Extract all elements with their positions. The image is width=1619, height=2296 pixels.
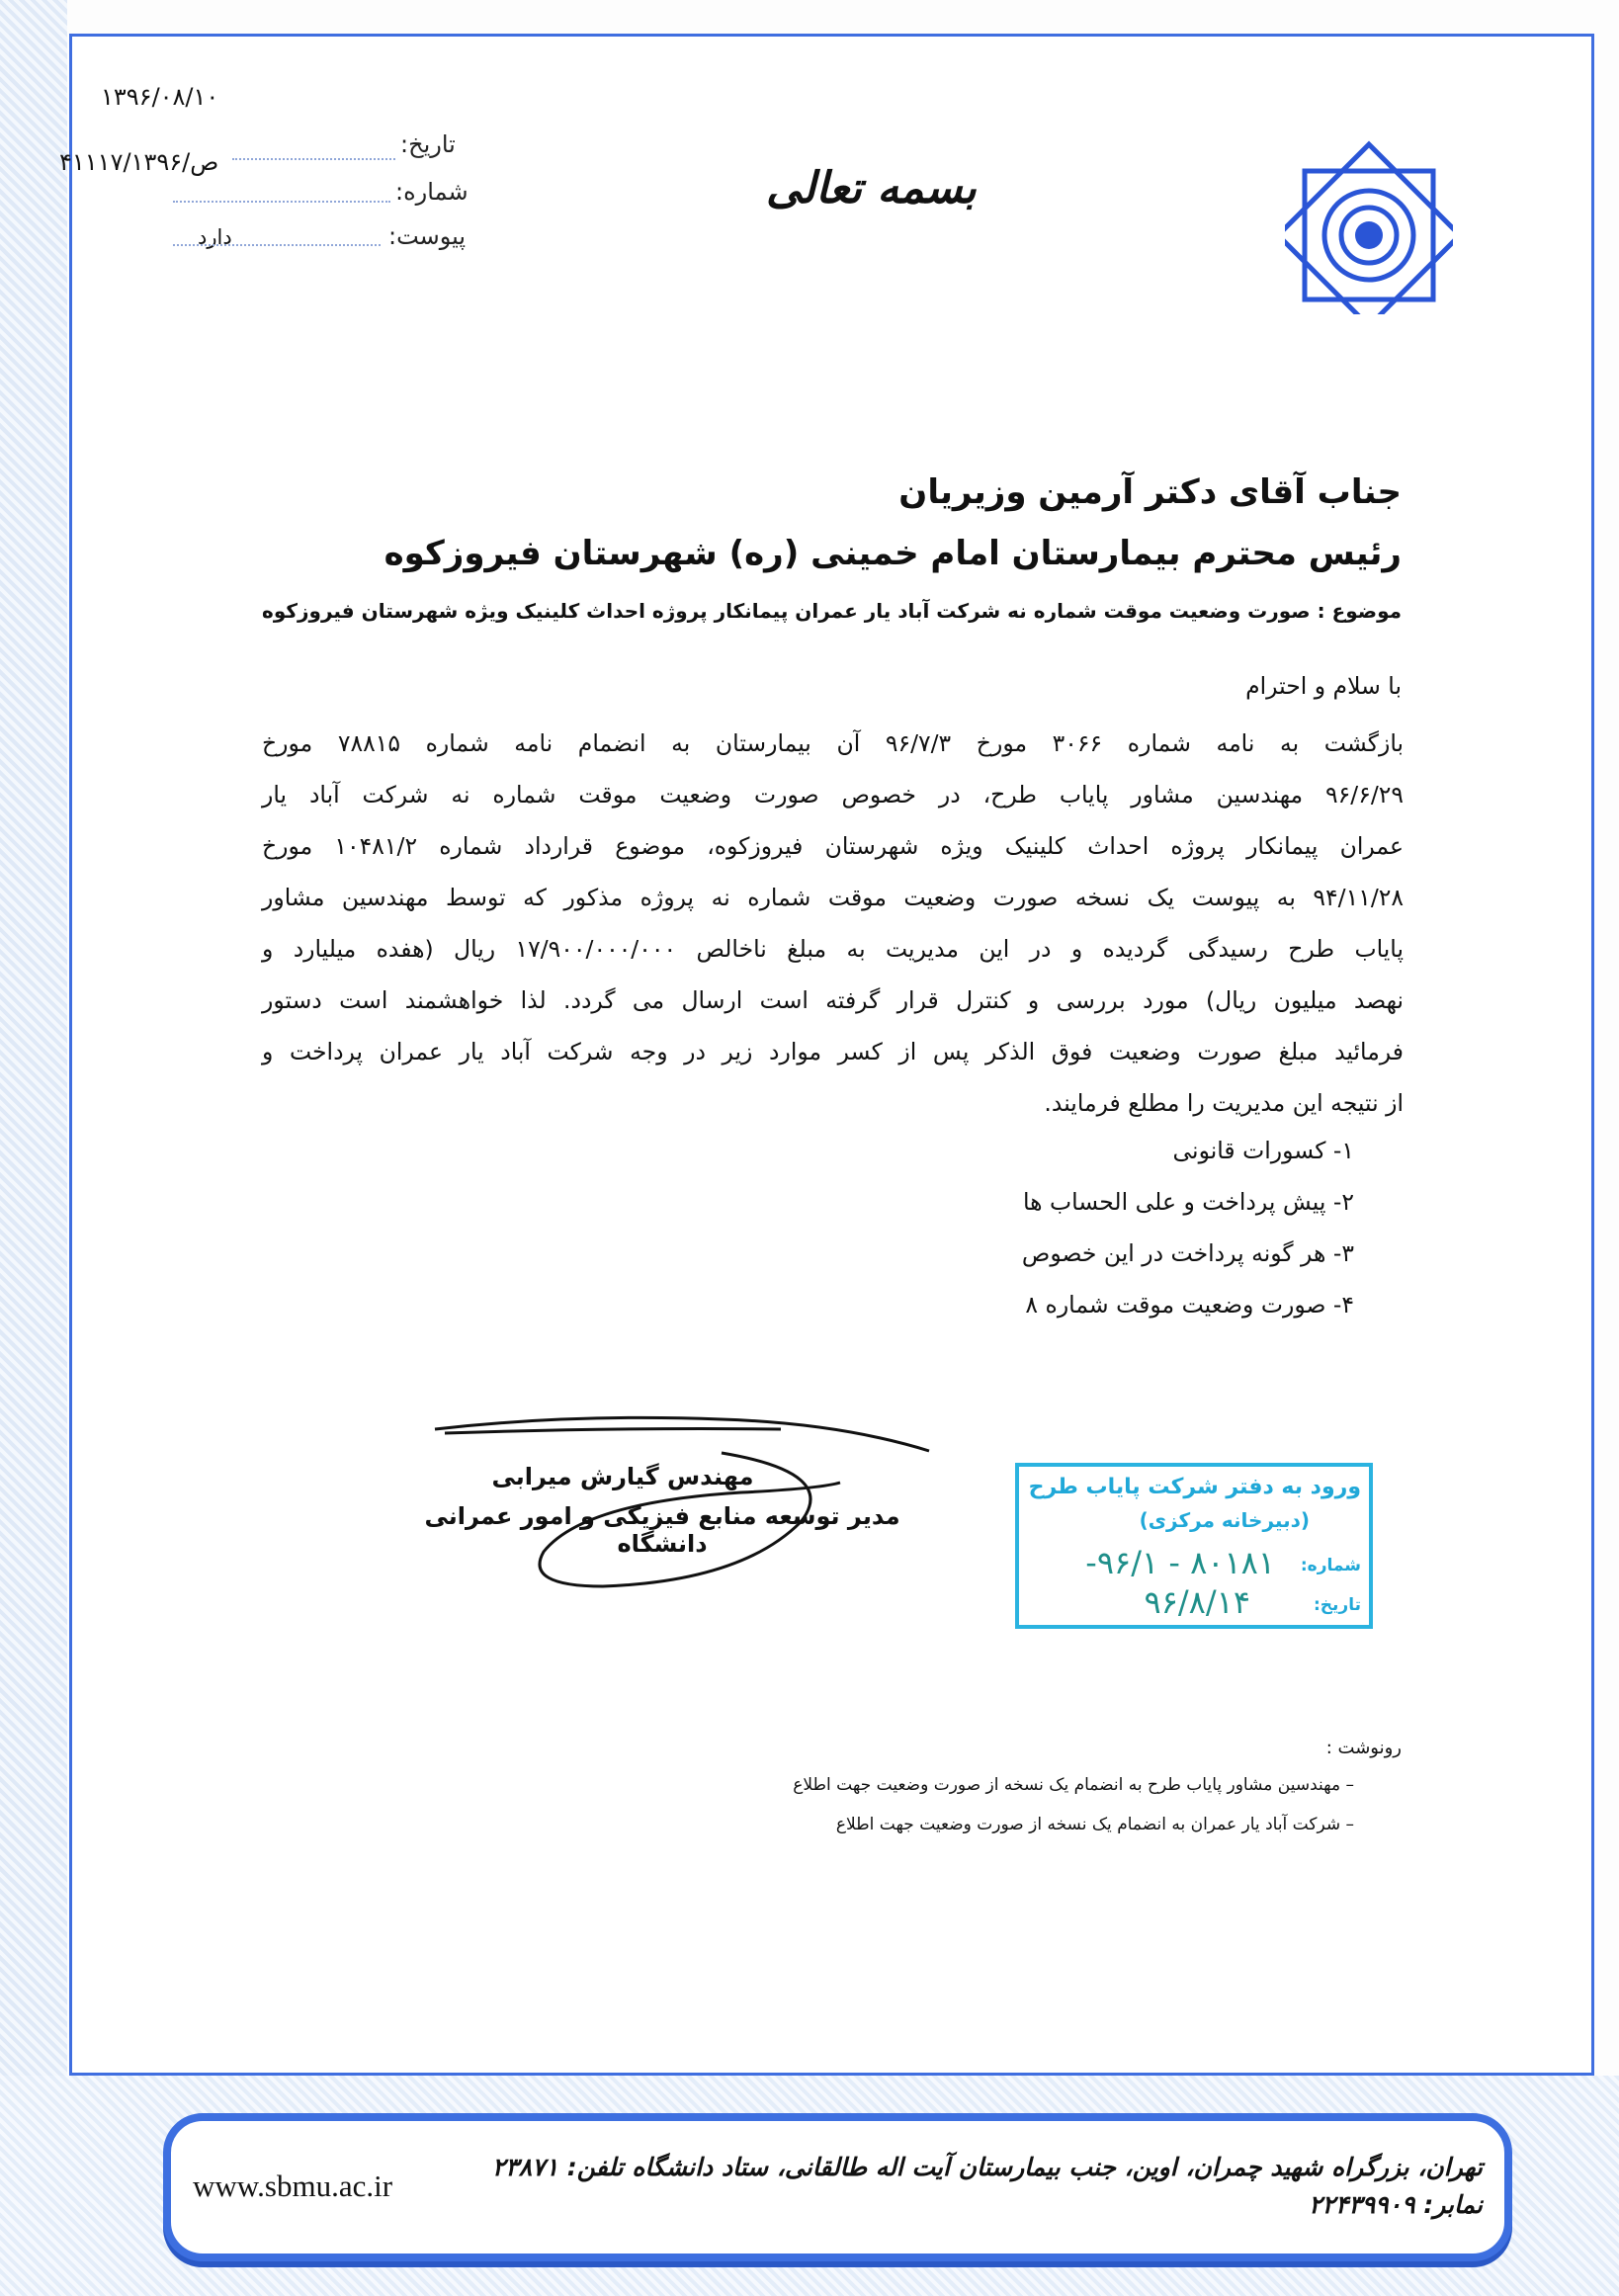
body-line: ۹۴/۱۱/۲۸ به پیوست یک نسخه صورت وضعیت موقت شماره نه پروژه مذکور که توسط مهندسین مشاور xyxy=(262,884,1404,911)
stamp-date-value: ۹۶/۸/۱۴ xyxy=(1144,1583,1250,1621)
attachment-value: دارد xyxy=(198,225,232,249)
deduction-item: ۱- کسورات قانونی xyxy=(1172,1137,1354,1164)
footer-address: تهران، بزرگراه شهید چمران، اوین، جنب بیمارستان آیت اله طالقانی، ستاد دانشگاه تلفن: ۲۳۸۷۱ نمابر: ۲۲۴۳۹۹۰۹ xyxy=(491,2153,1483,2219)
deduction-item: ۳- هر گونه پرداخت در این خصوص xyxy=(1021,1239,1354,1267)
date-label: تاریخ: xyxy=(400,130,456,158)
deduction-item: ۴- صورت وضعیت موقت شماره ۸ xyxy=(1025,1291,1354,1318)
letterhead-footer xyxy=(163,2113,1512,2261)
university-name-logotype xyxy=(1186,188,1245,366)
body-line: پایاب طرح رسیدگی گردیده و در این مدیریت به مبلغ ناخالص ۱۷/۹۰۰/۰۰۰/۰۰۰ ریال (هفده میلیارد و xyxy=(262,935,1404,963)
scan-left-pattern xyxy=(0,0,67,2296)
attachment-dotted-line xyxy=(173,244,381,246)
subject-line: موضوع : صورت وضعیت موقت شماره نه شرکت آباد یار عمران پیمانکار پروژه احداث کلینیک ویژه شهرستان فیروزکوه xyxy=(262,599,1402,623)
cc-item: – مهندسین مشاور پایاب طرح به انضمام یک نسخه از صورت وضعیت جهت اطلاع xyxy=(793,1775,1354,1795)
deduction-item: ۲- پیش پرداخت و علی الحساب ها xyxy=(1022,1188,1354,1216)
body-line: عمران پیمانکار پروژه احداث کلینیک ویژه شهرستان فیروزکوه، موضوع قرارداد شماره ۱۰۴۸۱/۲ مورخ xyxy=(262,832,1404,860)
body-line: بازگشت به نامه شماره ۳۰۶۶ مورخ ۹۶/۷/۳ آن بیمارستان به انضمام نامه شماره ۷۸۸۱۵ مورخ xyxy=(262,729,1405,757)
number-label: شماره: xyxy=(395,178,469,206)
number-dotted-line xyxy=(173,201,390,203)
signatory-title: مدیر توسعه منابع فیزیکی و امور عمرانی دانشگاه xyxy=(424,1502,900,1558)
stamp-heading: ورود به دفتر شرکت پایاب طرح xyxy=(1028,1475,1361,1499)
greeting: با سلام و احترام xyxy=(1245,672,1402,700)
stamp-number-label: شماره: xyxy=(1300,1556,1361,1575)
body-line: از نتیجه این مدیریت را مطلع فرمایند. xyxy=(1044,1089,1404,1117)
handwritten-date: ۱۳۹۶/۰۸/۱۰ xyxy=(101,83,219,111)
stamp-date-label: تاریخ: xyxy=(1314,1595,1361,1615)
letter-body xyxy=(262,718,1404,1129)
cc-label: رونوشت : xyxy=(1325,1738,1402,1758)
footer-website: www.sbmu.ac.ir xyxy=(193,2168,393,2203)
recipient-name: جناب آقای دکتر آرمین وزیریان xyxy=(898,472,1402,512)
body-line: ۹۶/۶/۲۹ مهندسین مشاور پایاب طرح، در خصوص صورت وضعیت موقت شماره نه شرکت آباد یار xyxy=(262,781,1404,808)
stamp-number-value: ۸۰۱۸۱ - ۹۶/۱- xyxy=(1085,1544,1275,1581)
receipt-stamp xyxy=(1015,1463,1373,1629)
body-line: فرمائید مبلغ صورت وضعیت فوق الذکر پس از کسر موارد زیر در وجه شرکت آباد یار عمران پرداخت و xyxy=(262,1038,1404,1065)
body-line: نهصد میلیون ریال) مورد بررسی و کنترل قرار گرفته است ارسال می گردد. لذا خواهشمند است دستور xyxy=(262,986,1404,1014)
basmala: بسمه تعالی xyxy=(766,163,977,213)
date-dotted-line xyxy=(232,158,395,160)
university-logo xyxy=(1285,136,1453,314)
signatory-name: مهندس گیارش میرابی xyxy=(491,1463,754,1490)
cc-item: – شرکت آباد یار عمران به انضمام یک نسخه از صورت وضعیت جهت اطلاع xyxy=(835,1815,1354,1834)
handwritten-signature xyxy=(425,1394,939,1601)
stamp-subheading: (دبیرخانه مرکزی) xyxy=(1139,1508,1310,1532)
letter-number-value: ۴۱۱۱۷/ص/۱۳۹۶ xyxy=(59,148,219,176)
attachment-label: پیوست: xyxy=(388,222,467,250)
recipient-title: رئیس محترم بیمارستان امام خمینی (ره) شهرستان فیروزکوه xyxy=(383,534,1402,573)
